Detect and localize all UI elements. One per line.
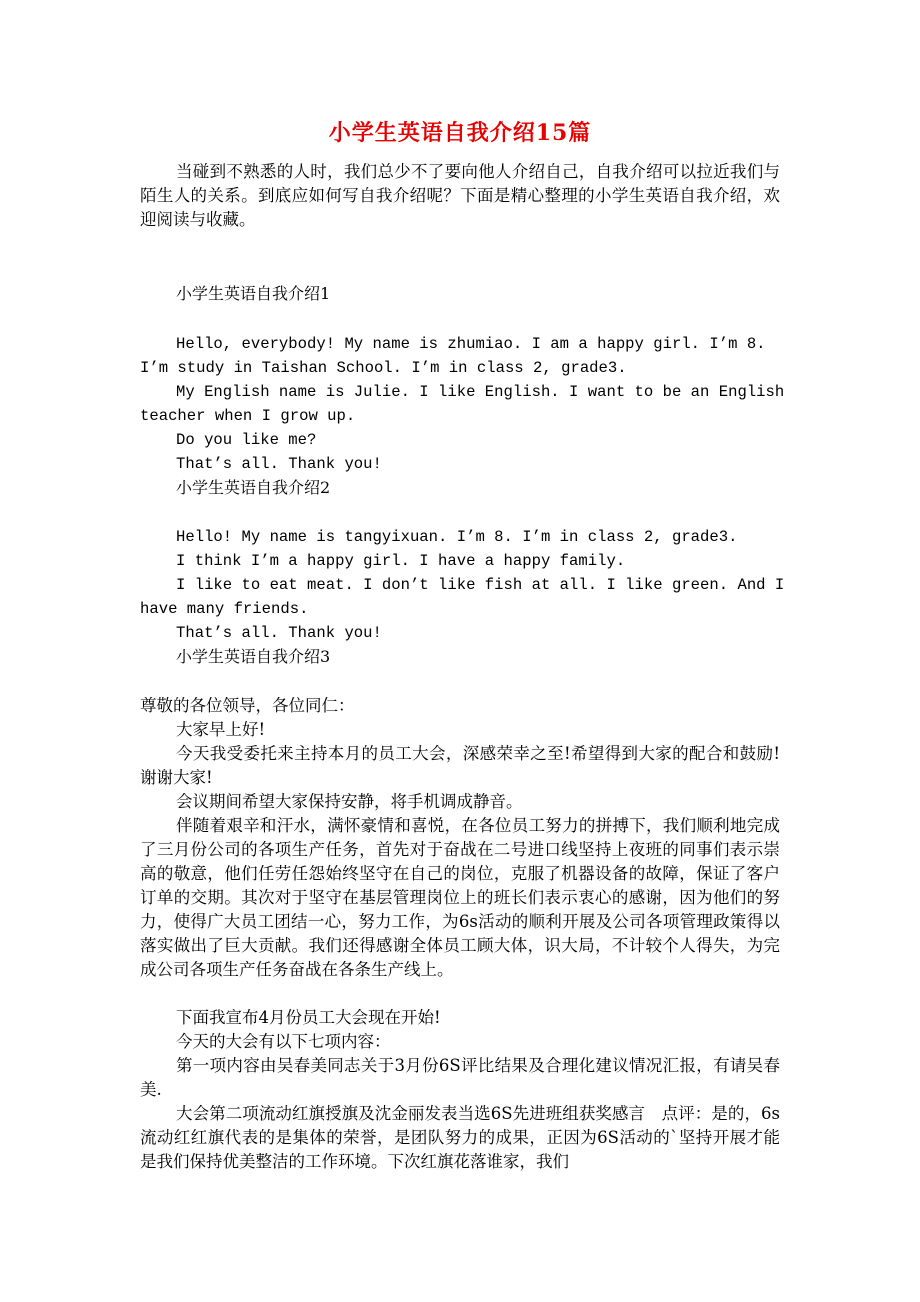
section-heading-1: 小学生英语自我介绍1: [176, 284, 331, 303]
paragraph-3: 会议期间希望大家保持安静，将手机调成静音。: [176, 792, 523, 811]
paragraph-2: 今天我受委托来主持本月的员工大会，深感荣幸之至!希望得到大家的配合和鼓励!谢谢大家!: [140, 744, 780, 787]
salutation: 尊敬的各位领导，各位同仁：: [140, 696, 355, 715]
section-1-line-4: That’s all. Thank you!: [176, 455, 382, 473]
section-heading-2: 小学生英语自我介绍2: [176, 478, 331, 497]
section-2-line-2: I think I’m a happy girl. I have a happy family.: [176, 552, 626, 570]
section-1-line-1: Hello, everybody! My name is zhumiao. I am a happy girl. I’m 8. I’m study in Taishan School. I’m in class 2, grade3.: [140, 335, 766, 377]
document-title: 小学生英语自我介绍15篇: [328, 120, 592, 146]
section-2-line-3: I like to eat meat. I don’t like fish at all. I like green. And I have many friends.: [140, 576, 785, 618]
paragraph-8: 大会第二项流动红旗授旗及沈金丽发表当选6S先进班组获奖感言 点评：是的，6s流动红红旗代表的是集体的荣誉，是团队努力的成果，正因为6S活动的`坚持开展才能是我们保持优美整洁的工作环境。下次红旗花落谁家，我们: [140, 1104, 780, 1171]
paragraph-1: 大家早上好!: [176, 720, 266, 739]
paragraph-7: 第一项内容由吴春美同志关于3月份6S评比结果及合理化建议情况汇报，有请吴春美.: [140, 1056, 780, 1099]
section-2-line-1: Hello! My name is tangyixuan. I’m 8. I’m in class 2, grade3.: [176, 528, 738, 546]
paragraph-6: 今天的大会有以下七项内容：: [176, 1032, 391, 1051]
section-heading-3: 小学生英语自我介绍3: [176, 647, 331, 666]
intro-paragraph: 当碰到不熟悉的人时，我们总少不了要向他人介绍自己，自我介绍可以拉近我们与陌生人的关系。到底应如何写自我介绍呢？下面是精心整理的小学生英语自我介绍，欢迎阅读与收藏。: [140, 162, 780, 229]
section-2-line-4: That’s all. Thank you!: [176, 624, 382, 642]
section-1-line-3: Do you like me?: [176, 431, 317, 449]
paragraph-5: 下面我宣布4月份员工大会现在开始!: [176, 1008, 441, 1027]
section-1-line-2: My English name is Julie. I like English. I want to be an English teacher when I grow up.: [140, 383, 785, 425]
paragraph-4: 伴随着艰辛和汗水，满怀豪情和喜悦，在各位员工努力的拼搏下，我们顺利地完成了三月份公司的各项生产任务，首先对于奋战在二号进口线坚持上夜班的同事们表示崇高的敬意，他们任劳任怨始终坚守在自己的岗位，克服了机器设备的故障，保证了客户订单的交期。其次对于坚守在基层管理岗位上的班长们表示衷心的感谢，因为他们的努力，使得广大员工团结一心，努力工作，为6s活动的顺利开展及公司各项管理政策得以落实做出了巨大贡献。我们还得感谢全体员工顾大体，识大局，不计较个人得失，为完成公司各项生产任务奋战在各条生产线上。: [140, 816, 780, 979]
